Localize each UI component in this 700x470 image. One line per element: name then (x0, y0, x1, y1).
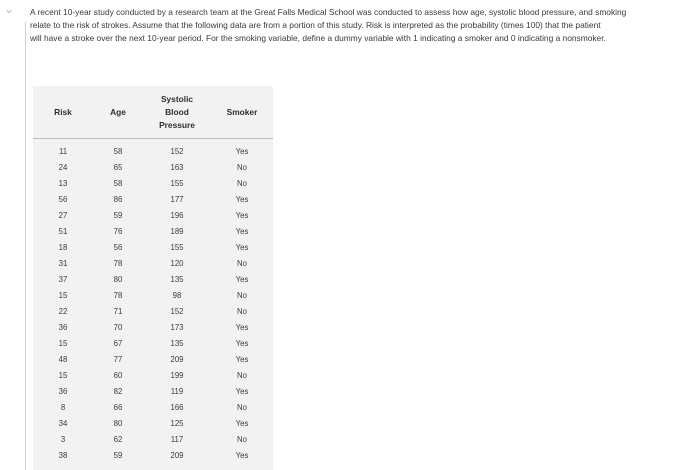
cell-age: 58 (113, 146, 123, 156)
cell-risk: 38 (58, 450, 68, 460)
cell-systolic-blood-pressure: 163 (170, 162, 184, 172)
table-row (33, 175, 273, 191)
table-row (33, 239, 273, 255)
problem-line-3: will have a stroke over the next 10-year period. For the smoking variable, define a dummy variable with 1 indicating a smoker and 0 indicating a nonsmoker. (30, 33, 606, 43)
cell-risk: 15 (58, 290, 68, 300)
cell-age: 59 (113, 450, 123, 460)
data-table-panel (33, 86, 273, 470)
cell-risk: 22 (58, 306, 68, 316)
cell-smoker: Yes (235, 450, 249, 460)
cell-age: 80 (113, 274, 123, 284)
cell-smoker: Yes (235, 146, 249, 156)
table-row (33, 319, 273, 335)
table-row (33, 367, 273, 383)
cell-risk: 36 (58, 386, 68, 396)
cell-smoker: No (237, 162, 247, 172)
cell-smoker: Yes (235, 226, 249, 236)
cell-systolic-blood-pressure: 189 (170, 226, 184, 236)
header-smoker: Smoker (211, 86, 273, 139)
cell-risk: 15 (58, 338, 68, 348)
cell-risk: 31 (58, 258, 68, 268)
header-systolic-blood-pressure (143, 86, 211, 139)
cell-systolic-blood-pressure: 155 (170, 242, 184, 252)
table-header-row (33, 86, 273, 139)
cell-systolic-blood-pressure: 209 (170, 354, 184, 364)
table-row (33, 159, 273, 175)
header-sbp-line-2: Blood (165, 106, 189, 117)
cell-age: 66 (113, 402, 123, 412)
cell-risk: 37 (58, 274, 68, 284)
cell-risk: 34 (58, 418, 68, 428)
cell-systolic-blood-pressure: 119 (170, 386, 184, 396)
table-row (33, 207, 273, 223)
table-row (33, 415, 273, 431)
cell-smoker: No (237, 402, 247, 412)
table-row (33, 223, 273, 239)
cell-smoker: No (237, 370, 247, 380)
cell-smoker: Yes (235, 274, 249, 284)
table-row (33, 271, 273, 287)
table-row (33, 447, 273, 463)
cell-systolic-blood-pressure: 155 (170, 178, 184, 188)
header-sbp-line-3: Pressure (159, 119, 195, 130)
cell-systolic-blood-pressure: 196 (170, 210, 184, 220)
stroke-risk-table (33, 86, 273, 463)
cell-systolic-blood-pressure: 173 (170, 322, 184, 332)
cell-smoker: No (237, 258, 247, 268)
table-row (33, 287, 273, 303)
cell-systolic-blood-pressure: 98 (172, 290, 182, 300)
table-body (33, 139, 273, 464)
cell-smoker: Yes (235, 242, 249, 252)
cell-risk: 3 (60, 434, 66, 444)
cell-age: 59 (113, 210, 123, 220)
left-divider (25, 22, 26, 470)
header-sbp-line-1: Systolic (160, 93, 194, 104)
header-age: Age (93, 86, 143, 139)
cell-age: 62 (113, 434, 123, 444)
cell-smoker: Yes (235, 338, 249, 348)
cell-smoker: No (237, 178, 247, 188)
cell-age: 67 (113, 338, 123, 348)
table-row (33, 431, 273, 447)
cell-systolic-blood-pressure: 125 (170, 418, 184, 428)
cell-smoker: Yes (235, 386, 249, 396)
cell-age: 65 (113, 162, 123, 172)
table-row (33, 303, 273, 319)
table-row (33, 255, 273, 271)
cell-systolic-blood-pressure: 135 (170, 338, 184, 348)
cell-systolic-blood-pressure: 166 (170, 402, 184, 412)
cell-age: 78 (113, 258, 123, 268)
table-row (33, 351, 273, 367)
cell-risk: 51 (58, 226, 68, 236)
cell-smoker: No (237, 434, 247, 444)
cell-age: 56 (113, 242, 123, 252)
cell-risk: 48 (58, 354, 68, 364)
cell-smoker: Yes (235, 418, 249, 428)
cell-age: 77 (113, 354, 123, 364)
table-row (33, 335, 273, 351)
cell-smoker: Yes (235, 322, 249, 332)
cell-age: 78 (113, 290, 123, 300)
cell-age: 60 (113, 370, 123, 380)
cell-risk: 27 (58, 210, 68, 220)
table-row (33, 191, 273, 207)
cell-systolic-blood-pressure: 117 (170, 434, 184, 444)
cell-age: 58 (113, 178, 123, 188)
cell-age: 80 (113, 418, 123, 428)
problem-line-2: relate to the risk of strokes. Assume that the following data are from a portion of this study. Risk is interpreted as the probability (times 100) that the patient (30, 20, 601, 30)
cell-systolic-blood-pressure: 152 (170, 146, 184, 156)
cell-systolic-blood-pressure: 209 (170, 450, 184, 460)
cell-risk: 18 (58, 242, 68, 252)
cell-age: 71 (113, 306, 123, 316)
cell-risk: 8 (60, 402, 66, 412)
cell-risk: 24 (58, 162, 68, 172)
cell-risk: 36 (58, 322, 68, 332)
problem-statement (30, 6, 700, 45)
cell-smoker: Yes (235, 210, 249, 220)
problem-line-1: A recent 10-year study conducted by a research team at the Great Falls Medical School was conducted to assess how age, systolic blood pressure, and smoking (30, 7, 627, 17)
cell-risk: 15 (58, 370, 68, 380)
cell-risk: 56 (58, 194, 68, 204)
cell-smoker: No (237, 306, 247, 316)
table-row (33, 139, 273, 160)
cell-systolic-blood-pressure: 199 (170, 370, 184, 380)
cell-smoker: Yes (235, 194, 249, 204)
cell-systolic-blood-pressure: 135 (170, 274, 184, 284)
cell-risk: 11 (58, 146, 68, 156)
cell-age: 86 (113, 194, 123, 204)
cell-risk: 13 (58, 178, 68, 188)
cell-systolic-blood-pressure: 177 (170, 194, 184, 204)
cell-systolic-blood-pressure: 152 (170, 306, 184, 316)
table-row (33, 383, 273, 399)
cell-age: 70 (113, 322, 123, 332)
cell-systolic-blood-pressure: 120 (170, 258, 184, 268)
cell-smoker: Yes (235, 354, 249, 364)
collapse-chevron-icon[interactable]: ⌄ (4, 2, 15, 16)
header-risk: Risk (33, 86, 93, 139)
cell-age: 76 (113, 226, 123, 236)
table-row (33, 399, 273, 415)
cell-age: 82 (113, 386, 123, 396)
cell-smoker: No (237, 290, 247, 300)
